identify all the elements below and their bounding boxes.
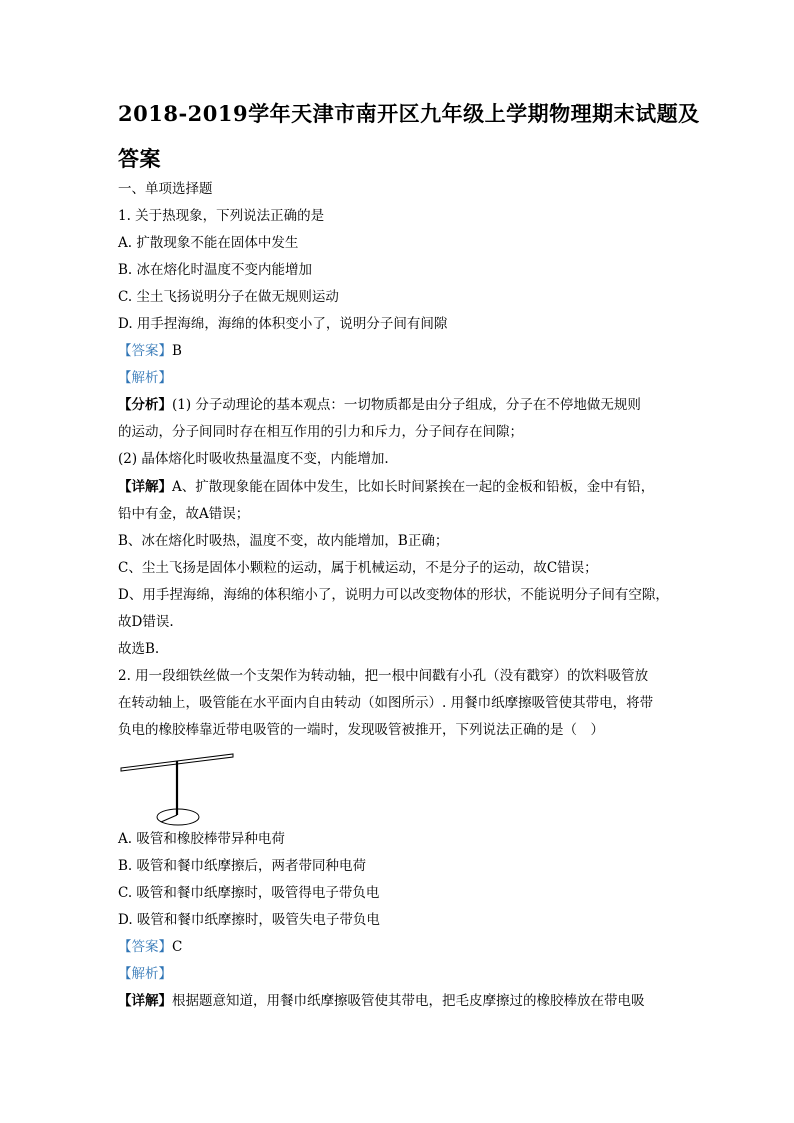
q1-conclusion: 故选B. [118, 641, 160, 657]
q2-option-a: A. 吸管和橡胶棒带异种电荷 [118, 831, 285, 847]
q2-stem-line1: 2. 用一段细铁丝做一个支架作为转动轴，把一根中间戳有小孔（没有戳穿）的饮料吸管放 [118, 668, 649, 684]
document-title-line2: 答案 [118, 146, 161, 171]
q1-xiangjie-line4: C、尘土飞扬是固体小颗粒的运动，属于机械运动，不是分子的运动，故C错误； [118, 560, 598, 576]
q2-stem-line2: 在转动轴上，吸管能在水平面内自由转动（如图所示）. 用餐巾纸摩擦吸管使其带电，将带 [118, 695, 654, 711]
q2-option-d: D. 吸管和餐巾纸摩擦时，吸管失电子带负电 [118, 912, 380, 928]
q2-answer-label: 【答案】 [118, 939, 172, 955]
q2-option-c: C. 吸管和餐巾纸摩擦时，吸管得电子带负电 [118, 885, 380, 901]
q1-fenxi-line1 [118, 396, 641, 414]
q1-answer-label: 【答案】 [118, 343, 172, 359]
q1-answer [118, 342, 182, 360]
q1-answer-value: B [172, 343, 182, 359]
q1-analysis-label: 【解析】 [118, 370, 172, 386]
q1-stem: 1. 关于热现象，下列说法正确的是 [118, 208, 325, 224]
q2-answer-value: C [172, 939, 183, 955]
q2-stem-line3: 负电的橡胶棒靠近带电吸管的一端时，发现吸管被推开，下列说法正确的是（ ） [118, 722, 604, 738]
q2-answer [118, 938, 182, 956]
q1-fenxi-line2: 的运动，分子间同时存在相互作用的引力和斥力，分子间存在间隙； [118, 424, 523, 440]
q1-xiangjie-line2: 铅中有金，故A错误； [118, 506, 250, 522]
q1-xiangjie-line3: B、冰在熔化时吸热，温度不变，故内能增加，B正确； [118, 533, 449, 549]
q2-analysis-label: 【解析】 [118, 966, 172, 982]
document-title-line1: 2018-2019学年天津市南开区九年级上学期物理期末试题及 [118, 101, 700, 126]
q1-option-a: A. 扩散现象不能在固体中发生 [118, 235, 299, 251]
q1-fenxi-label: 【分析】 [118, 397, 172, 413]
straw-pivot-diagram-icon [118, 748, 248, 828]
q2-xiangjie-label: 【详解】 [118, 993, 172, 1009]
straw-pivot-figure [118, 748, 248, 832]
q1-option-b: B. 冰在熔化时温度不变内能增加 [118, 262, 313, 278]
q2-option-b: B. 吸管和餐巾纸摩擦后，两者带同种电荷 [118, 858, 367, 874]
q2-xiangjie-text: 根据题意知道，用餐巾纸摩擦吸管使其带电，把毛皮摩擦过的橡胶棒放在带电吸 [172, 993, 645, 1009]
q2-xiangjie-line1 [118, 992, 645, 1010]
q1-fenxi-line3: (2) 晶体熔化时吸收热量温度不变，内能增加. [118, 451, 389, 467]
section-heading: 一、单项选择题 [118, 181, 213, 197]
q1-option-d: D. 用手捏海绵，海绵的体积变小了，说明分子间有间隙 [118, 316, 448, 332]
q1-xiangjie-line1 [118, 478, 654, 496]
q1-xiangjie-line6: 故D错误. [118, 614, 174, 630]
q1-option-c: C. 尘土飞扬说明分子在做无规则运动 [118, 289, 339, 305]
q1-xiangjie-label: 【详解】 [118, 479, 172, 495]
q1-xiangjie-text: A、扩散现象能在固体中发生，比如长时间紧挨在一起的金板和铅板，金中有铅， [172, 479, 655, 495]
q1-xiangjie-line5: D、用手捏海绵，海绵的体积缩小了，说明力可以改变物体的形状，不能说明分子间有空隙， [118, 587, 669, 603]
q1-fenxi-text: (1) 分子动理论的基本观点：一切物质都是由分子组成，分子在不停地做无规则 [172, 397, 641, 413]
